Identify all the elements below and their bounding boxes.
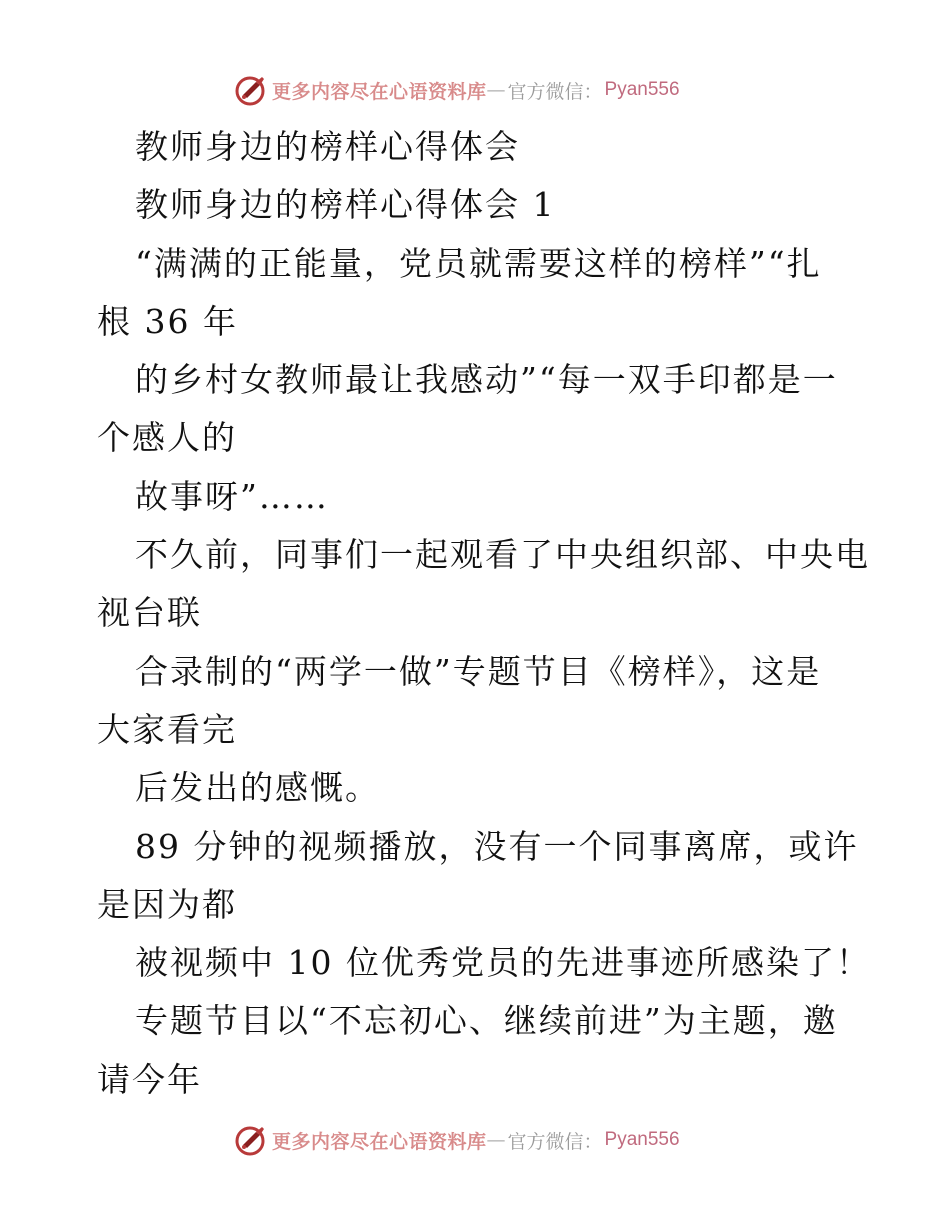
watermark-wechat-id: Pyan556 (604, 1129, 680, 1150)
document-title: 教师身边的榜样心得体会 (135, 127, 520, 166)
text-line: 个感人的 (97, 418, 237, 458)
section-heading: 教师身边的榜样心得体会 1 (135, 185, 556, 225)
watermark-text: 更多内容尽在心语资料库 (272, 80, 487, 103)
watermark-dash: — (486, 79, 506, 101)
text-line: 大家看完 (97, 709, 237, 749)
watermark-wechat-label: 官方微信： (507, 80, 603, 103)
text-line: 故事呀”…… (135, 476, 329, 516)
text-line: 后发出的感慨。 (135, 768, 380, 808)
text-line: 请今年 (97, 1059, 202, 1099)
watermark-wechat-id: Pyan556 (604, 79, 680, 100)
watermark-text: 更多内容尽在心语资料库 (272, 1130, 487, 1153)
text-line: 视台联 (97, 593, 202, 633)
text-line: 专题节目以“不忘初心、继续前进”为主题，邀 (135, 1001, 838, 1041)
watermark-wechat-label: 官方微信： (507, 1130, 603, 1153)
pen-logo-icon (234, 73, 268, 107)
text-line: “满满的正能量，党员就需要这样的榜样”“扎 (135, 243, 822, 283)
header-watermark (234, 72, 754, 108)
text-line: 的乡村女教师最让我感动”“每一双手印都是一 (135, 360, 838, 400)
text-line: 89 分钟的视频播放，没有一个同事离席，或许 (135, 826, 859, 866)
text-line: 根 36 年 (97, 301, 238, 341)
document-body (97, 118, 871, 1109)
watermark-dash: — (486, 1129, 506, 1151)
footer-watermark (234, 1122, 754, 1158)
text-line: 合录制的“两学一做”专题节目《榜样》，这是 (135, 651, 822, 691)
text-line: 被视频中 10 位优秀党员的先进事迹所感染了！ (135, 943, 871, 983)
pen-logo-icon (234, 1123, 268, 1157)
text-line: 是因为都 (97, 884, 237, 924)
text-line: 不久前，同事们一起观看了中央组织部、中央电 (135, 535, 870, 575)
